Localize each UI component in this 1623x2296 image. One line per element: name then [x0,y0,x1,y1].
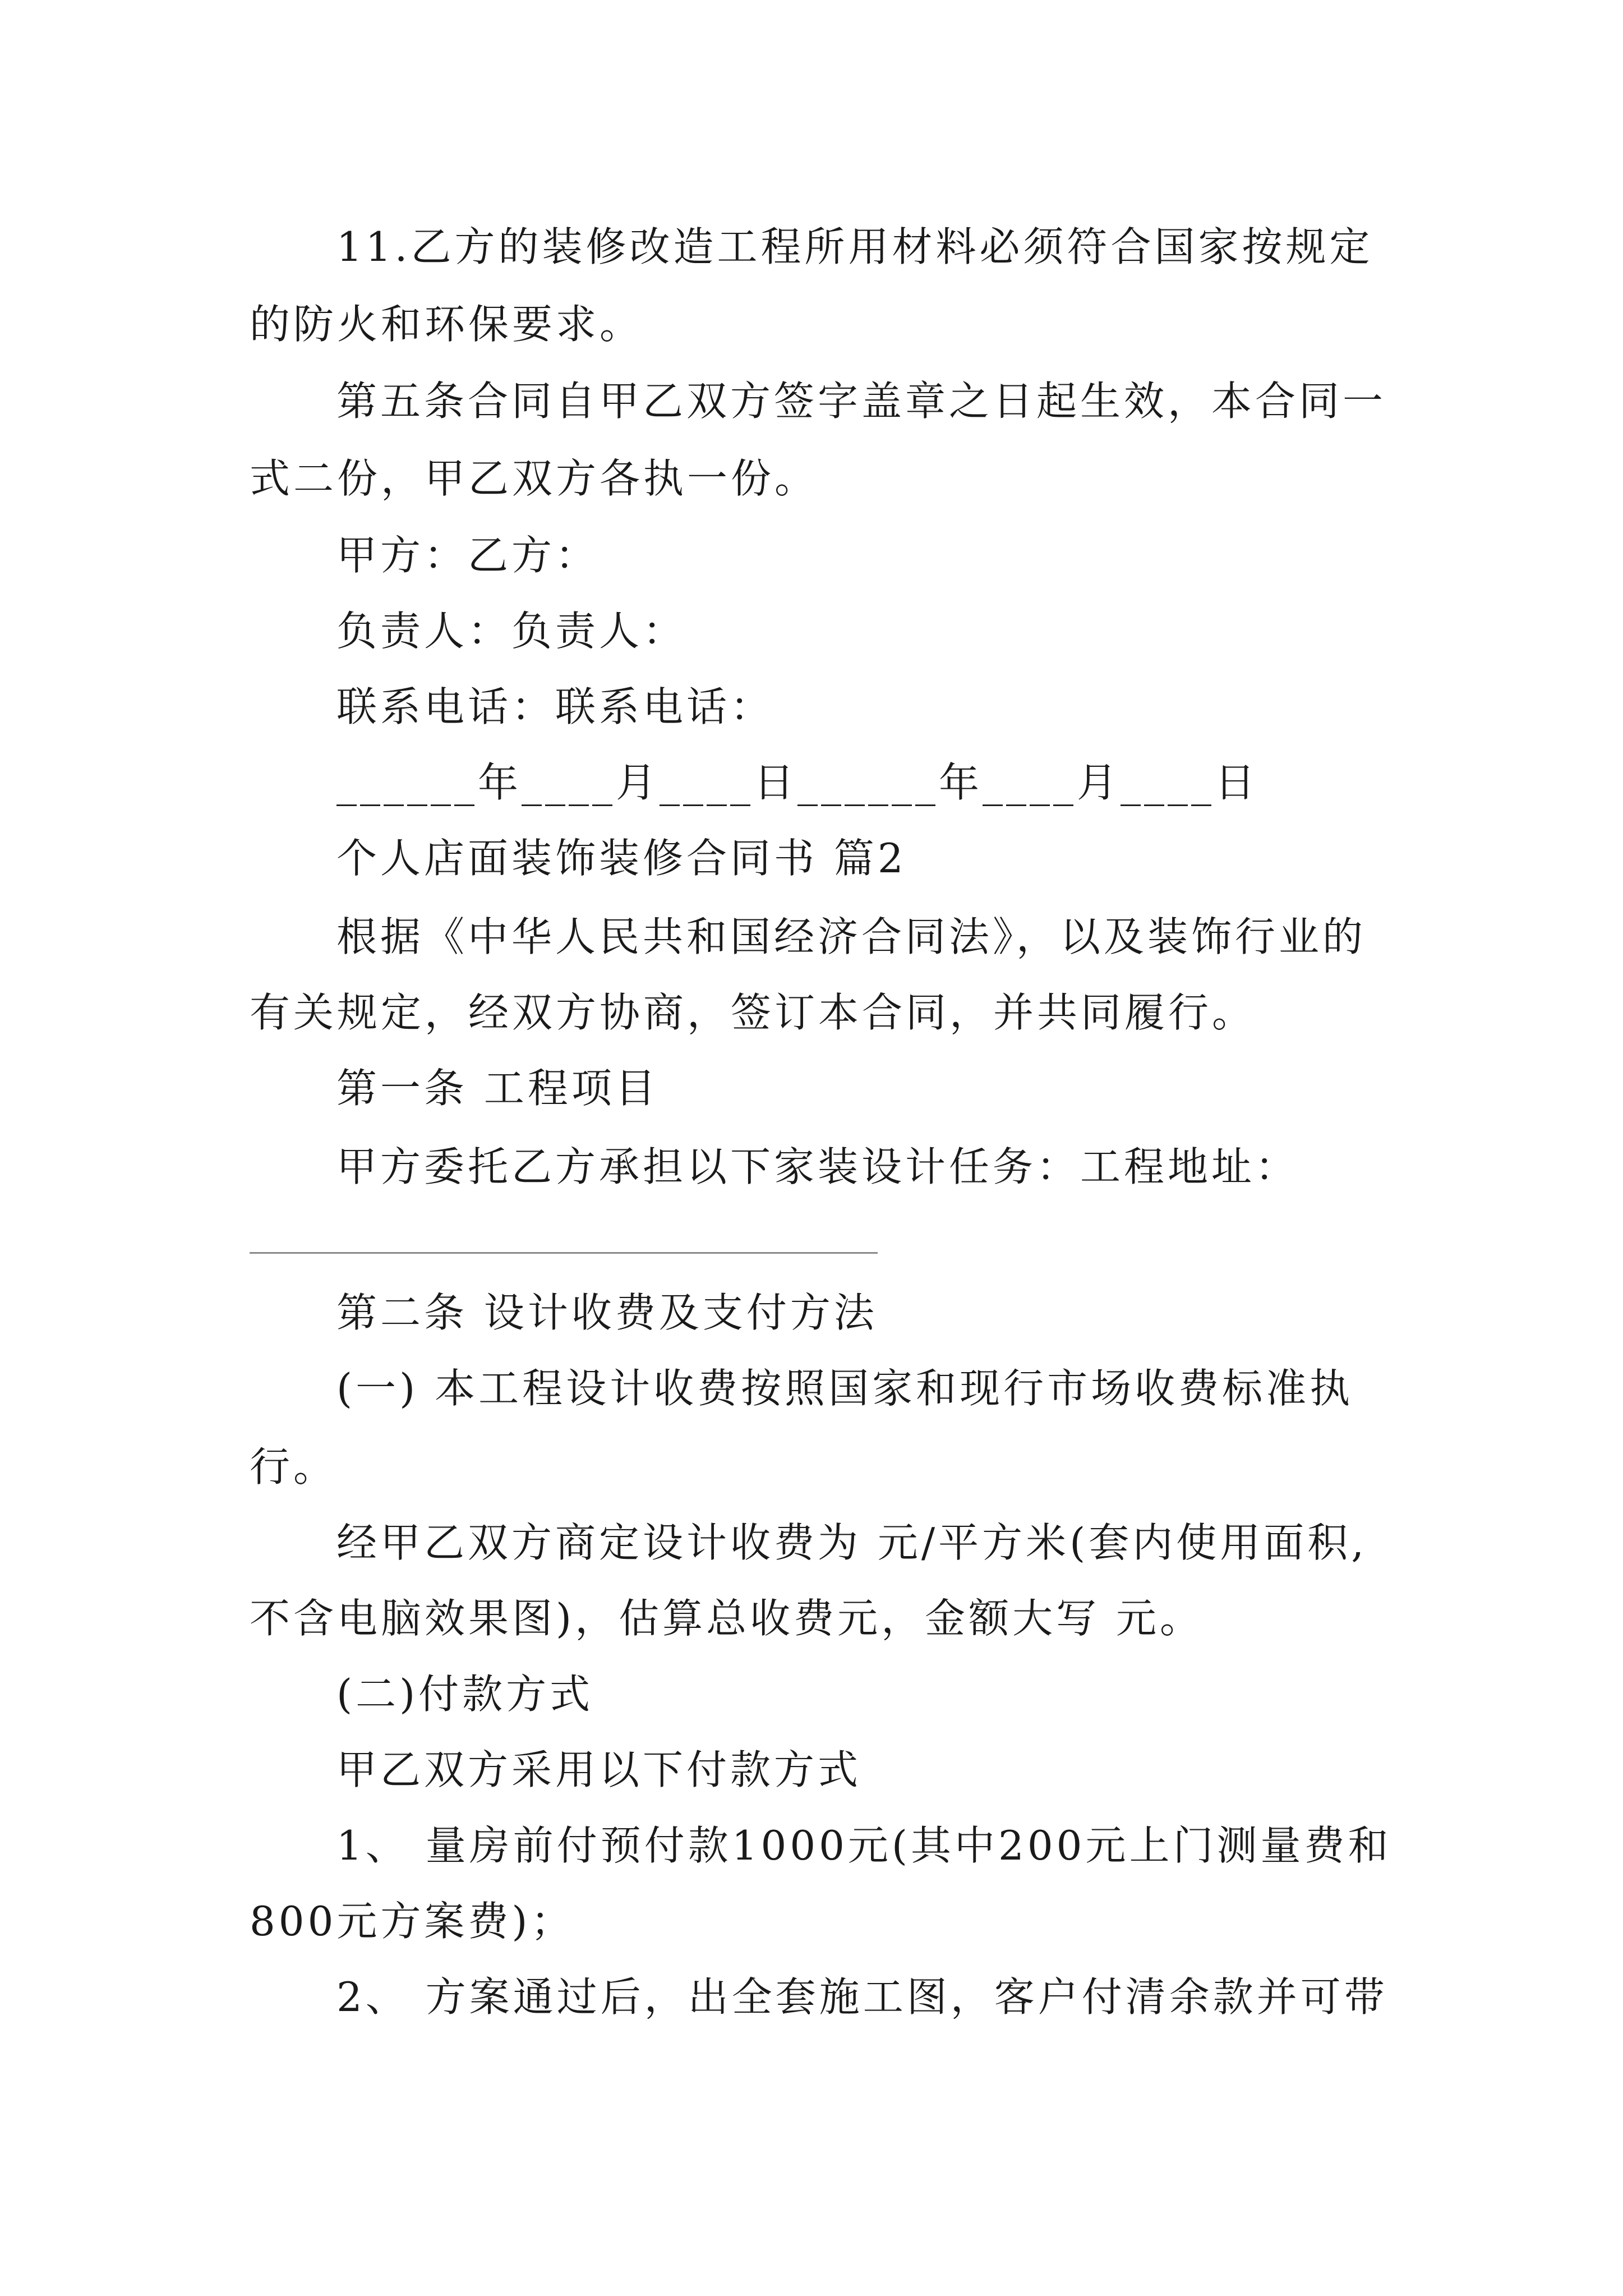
section-heading: 个人店面装饰装修合同书 篇2 [336,835,907,882]
list-item: 2、 方案通过后，出全套施工图，客户付清余款并可带 [336,1973,1388,2021]
paragraph-line: 不含电脑效果图)，估算总收费元，金额大写 元。 [250,1595,1204,1642]
paragraph-line: 行。 [250,1443,338,1490]
paragraph-line: 甲方委托乙方承担以下家装设计任务：工程地址： [336,1143,1299,1190]
paragraph-line: 根据《中华人民共和国经济合同法》，以及装饰行业的 [336,913,1367,960]
paragraph-line: 式二份，甲乙双方各执一份。 [250,455,819,502]
paragraph-line: 经甲乙双方商定设计收费为 元/平方米(套内使用面积, [336,1519,1368,1566]
paragraph-line: 的防火和环保要求。 [250,301,644,348]
list-item: 1、 量房前付预付款1000元(其中200元上门测量费和 [336,1822,1392,1869]
paragraph-line: (一) 本工程设计收费按照国家和现行市场收费标准执 [336,1365,1354,1412]
paragraph-line: 第五条合同自甲乙双方签字盖章之日起生效，本合同一 [336,378,1387,425]
signature-date-blanks: ______年____月____日______年____月____日 [336,759,1259,806]
article-heading: 第二条 设计收费及支付方法 [336,1289,878,1336]
article-heading: 第一条 工程项目 [336,1065,659,1112]
signature-party-label: 甲方：乙方： [336,532,600,579]
paragraph-line: 11.乙方的装修改造工程所用材料必须符合国家按规定 [336,223,1373,270]
address-blank-line [250,1252,878,1254]
subsection-heading: (二)付款方式 [336,1671,594,1718]
list-item-continuation: 800元方案费)； [250,1898,575,1945]
paragraph-line: 有关规定，经双方协商，签订本合同，并共同履行。 [250,989,1256,1036]
signature-person-label: 负责人：负责人： [336,608,687,655]
signature-phone-label: 联系电话：联系电话： [336,683,774,730]
paragraph-line: 甲乙双方采用以下付款方式 [336,1746,862,1793]
